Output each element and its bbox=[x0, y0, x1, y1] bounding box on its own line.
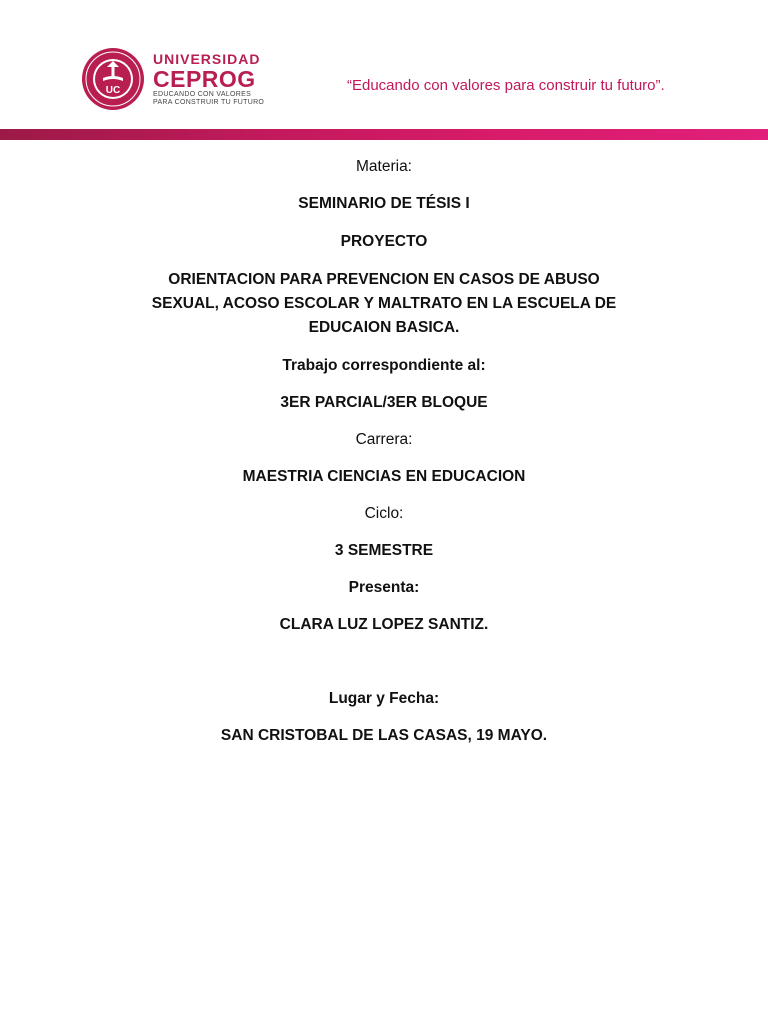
presenta-label: Presenta: bbox=[348, 579, 420, 596]
materia-label: Materia: bbox=[356, 158, 412, 175]
university-wordmark bbox=[153, 51, 264, 107]
brand-subtitle-line1: EDUCANDO CON VALORES bbox=[153, 91, 252, 98]
materia-value: SEMINARIO DE TÉSIS I bbox=[298, 195, 470, 212]
trabajo-label: Trabajo correspondiente al: bbox=[282, 357, 486, 374]
lugar-label: Lugar y Fecha: bbox=[328, 690, 440, 707]
brand-name: CEPROG bbox=[153, 66, 256, 92]
lugar-value: SAN CRISTOBAL DE LAS CASAS, 19 MAYO. bbox=[220, 727, 548, 744]
presenta-value: CLARA LUZ LOPEZ SANTIZ. bbox=[279, 616, 489, 633]
header-slogan: “Educando con valores para construir tu futuro”. bbox=[347, 77, 665, 94]
carrera-label: Carrera: bbox=[355, 431, 413, 448]
brand-subtitle-line2: PARA CONSTRUIR TU FUTURO bbox=[153, 99, 265, 106]
document-header bbox=[0, 0, 768, 128]
cover-content bbox=[100, 155, 668, 748]
project-title-line-3: EDUCAION BASICA. bbox=[308, 319, 460, 336]
trabajo-value: 3ER PARCIAL/3ER BLOQUE bbox=[280, 394, 488, 411]
university-seal-logo bbox=[81, 47, 145, 111]
ciclo-value: 3 SEMESTRE bbox=[334, 542, 434, 559]
seal-initials: UC bbox=[105, 85, 121, 96]
carrera-value: MAESTRIA CIENCIAS EN EDUCACION bbox=[242, 468, 526, 485]
header-color-band bbox=[0, 129, 768, 140]
brand-top-text: UNIVERSIDAD bbox=[153, 51, 261, 67]
project-title-line-2: SEXUAL, ACOSO ESCOLAR Y MALTRATO EN LA ESCUELA DE bbox=[151, 295, 617, 312]
project-label: PROYECTO bbox=[340, 233, 428, 250]
project-title-line-1: ORIENTACION PARA PREVENCION EN CASOS DE ABUSO bbox=[168, 271, 600, 288]
ciclo-label: Ciclo: bbox=[364, 505, 404, 522]
